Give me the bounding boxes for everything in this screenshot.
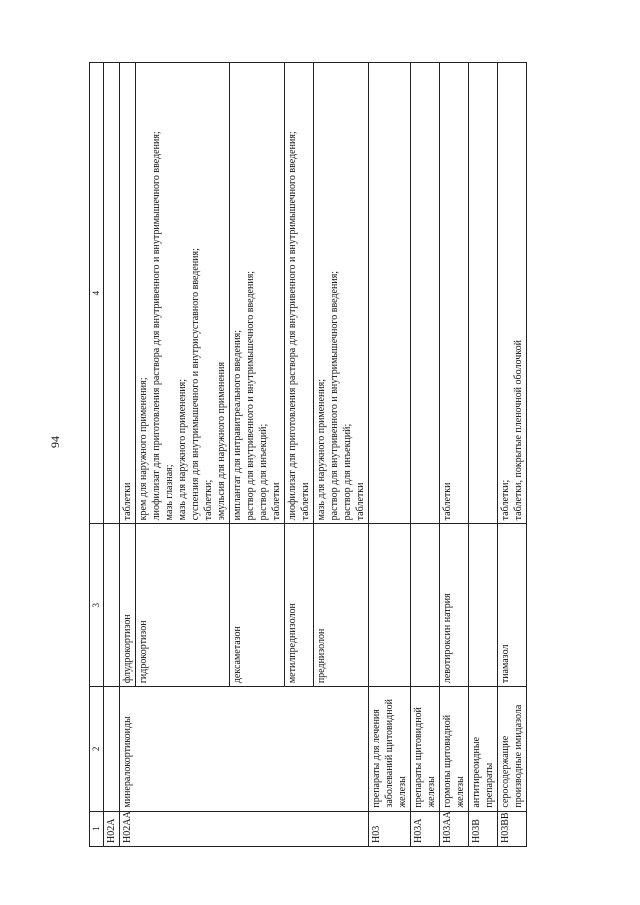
group-name-cell [314, 687, 369, 811]
atc-code-cell [136, 811, 230, 846]
dosage-forms-cell [136, 63, 230, 524]
dosage-form-line: мазь для наружного применения; [177, 378, 188, 521]
group-name-cell: серосодержащие производные имидазола [498, 687, 527, 811]
group-name-cell: антитиреоидные препараты [469, 687, 498, 811]
dosage-form-line: раствор для внутривенного и внутримышечного введения; [245, 270, 256, 521]
atc-code-cell: H03A [411, 811, 440, 846]
dosage-forms-cell [314, 63, 369, 524]
dosage-form-line: таблетки [442, 482, 453, 521]
dosage-form-line: таблетки [300, 482, 311, 521]
header-row [90, 63, 104, 847]
dosage-forms-cell [469, 63, 498, 524]
drug-table [89, 62, 527, 847]
table-row [285, 63, 314, 847]
dosage-form-line: таблетки [355, 482, 366, 521]
dosage-forms-cell [285, 63, 314, 524]
header-cell: 2 [90, 687, 104, 811]
dosage-form-line: таблетки [271, 482, 282, 521]
page-number: 94 [48, 436, 62, 448]
header-cell: 4 [90, 63, 104, 524]
atc-code-cell: H03AA [440, 811, 469, 846]
atc-code-cell: H02AA [120, 811, 136, 846]
drug-name-cell [411, 524, 440, 687]
drug-name-cell: флудрокортизон [120, 524, 136, 687]
table-row [469, 63, 498, 847]
table-row [104, 63, 120, 847]
drug-name-cell: преднизолон [314, 524, 369, 687]
atc-code-cell [285, 811, 314, 846]
atc-code-cell [230, 811, 285, 846]
dosage-form-line: раствор для инъекций; [258, 423, 269, 521]
header-cell: 1 [90, 811, 104, 846]
drug-name-cell [369, 524, 411, 687]
table-row [498, 63, 527, 847]
dosage-form-line: таблетки, покрытые пленочной оболочкой [513, 340, 524, 521]
group-name-cell: минералокортикоиды [120, 687, 136, 811]
drug-name-cell: метилпреднизолон [285, 524, 314, 687]
group-name-cell [136, 687, 230, 811]
dosage-form-line: таблетки; [500, 479, 511, 521]
header-cell: 3 [90, 524, 104, 687]
dosage-forms-cell [498, 63, 527, 524]
dosage-form-line: таблетки; [203, 479, 214, 521]
rotated-page [89, 62, 531, 847]
dosage-form-line: суспензия для внутримышечного и внутрисуставного введения; [190, 248, 201, 521]
drug-name-cell: гидрокортизон [136, 524, 230, 687]
atc-code-cell: H03BB [498, 811, 527, 846]
group-name-cell: препараты щитовидной железы [411, 687, 440, 811]
atc-code-cell [314, 811, 369, 846]
table-row [369, 63, 411, 847]
dosage-form-line: раствор для внутривенного и внутримышечного введения; [329, 270, 340, 521]
drug-name-cell: тиамазол [498, 524, 527, 687]
group-name-cell: гормоны щитовидной железы [440, 687, 469, 811]
dosage-form-line: лиофилизат для приготовления раствора для внутривенного и внутримышечного введения; [151, 131, 162, 521]
table-row [120, 63, 136, 847]
group-name-cell [230, 687, 285, 811]
dosage-form-line: имплантат для интравитреального введения; [232, 329, 243, 521]
drug-name-cell: левотироксин натрия [440, 524, 469, 687]
atc-code-cell: H02A [104, 811, 120, 846]
table-row [314, 63, 369, 847]
dosage-forms-cell [440, 63, 469, 524]
dosage-forms-cell [230, 63, 285, 524]
table-row [230, 63, 285, 847]
dosage-forms-cell [104, 63, 120, 524]
atc-code-cell: H03B [469, 811, 498, 846]
dosage-form-line: лиофилизат для приготовления раствора для внутривенного и внутримышечного введения; [287, 131, 298, 521]
group-name-cell: препараты для лечения заболеваний щитовидной железы [369, 687, 411, 811]
dosage-forms-cell [120, 63, 136, 524]
group-name-cell [104, 687, 120, 811]
dosage-form-line: мазь для наружного применения; [316, 378, 327, 521]
dosage-form-line: раствор для инъекций; [342, 423, 353, 521]
dosage-forms-cell [369, 63, 411, 524]
dosage-forms-cell [411, 63, 440, 524]
table-row [136, 63, 230, 847]
group-name-cell [285, 687, 314, 811]
table-row [440, 63, 469, 847]
drug-name-cell [104, 524, 120, 687]
table-row [411, 63, 440, 847]
dosage-form-line: крем для наружного применения; [138, 377, 149, 521]
drug-name-cell [469, 524, 498, 687]
dosage-form-line: таблетки [122, 482, 133, 521]
atc-code-cell: H03 [369, 811, 411, 846]
dosage-form-line: эмульсия для наружного применения [216, 361, 227, 521]
dosage-form-line: мазь глазная; [164, 464, 175, 521]
drug-name-cell: дексаметазон [230, 524, 285, 687]
